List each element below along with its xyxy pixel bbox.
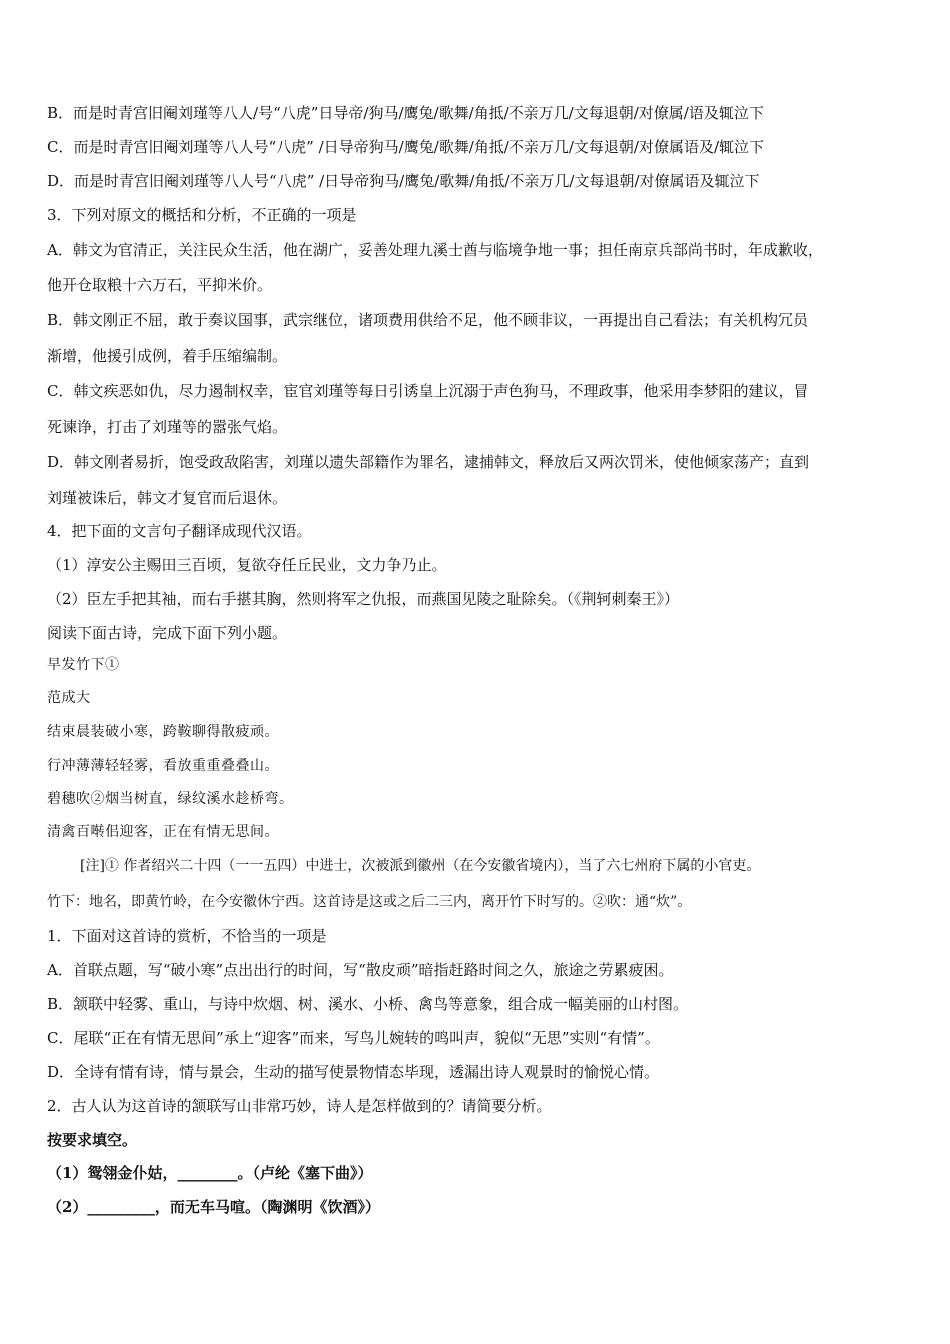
poem-instruction: 阅读下面古诗，完成下面下列小题。	[47, 624, 288, 642]
fill-item-2: （2）_________，而无车马喧。（陶渊明《饮酒》）	[47, 1198, 380, 1216]
question-3-stem: 3．下列对原文的概括和分析，不正确的一项是	[47, 206, 357, 224]
poem-note-2: 竹下：地名，即黄竹岭，在今安徽休宁西。这首诗是这或之后二三内，离开竹下时写的。②吹：通“炊”。	[47, 894, 692, 910]
poem-line-1: 结束晨装破小寒，跨鞍聊得散疲顽。	[47, 724, 279, 740]
poem-author: 范成大	[47, 690, 91, 706]
q3-option-b-line-2: 渐增，他援引成例，着手压缩编制。	[47, 347, 288, 365]
poem-question-2: 2．古人认为这首诗的颔联写山非常巧妙，诗人是怎样做到的？请简要分析。	[47, 1097, 552, 1115]
poem-line-4: 清禽百啭佀迎客，正在有情无思间。	[47, 824, 279, 840]
poem-q1-option-d: D．全诗有情有诗，情与景会，生动的描写使景物情态毕现，透漏出诗人观景时的愉悦心情。	[47, 1063, 660, 1081]
poem-note-1: [注]① 作者绍兴二十四（一一五四）中进士，次被派到徽州（在今安徽省境内），当了六七州府下属的小官吏。	[80, 858, 761, 874]
option-b-line: B．而是时青宫旧阉刘瑾等八人/号“八虎”日导帝/狗马/鹰兔/歌舞/角抵/不亲万几/文每退朝/对僚属/语及辄泣下	[47, 104, 764, 122]
poem-q1-option-a: A．首联点题，写“破小寒”点出出行的时间，写“散皮顽”暗指赶路时间之久，旅途之劳累疲困。	[47, 961, 674, 979]
poem-line-2: 行冲薄薄轻轻雾，看放重重叠叠山。	[47, 758, 279, 774]
poem-title: 早发竹下①	[47, 657, 120, 673]
q3-option-c-line-2: 死谏诤，打击了刘瑾等的嚣张气焰。	[47, 418, 288, 436]
q3-option-d-line-1: D．韩文刚者易折，饱受政敌陷害，刘瑾以遗失部籍作为罪名，逮捕韩文，释放后又两次罚米，使他倾家荡产；直到	[47, 453, 810, 471]
q3-option-b-line-1: B．韩文刚正不屈，敢于奏议国事，武宗继位，诸项费用供给不足，他不顾非议，一再提出自己看法；有关机构冗员	[47, 311, 809, 329]
poem-q1-option-b: B．颔联中轻雾、重山，与诗中炊烟、树、溪水、小桥、禽鸟等意象，组合成一幅美丽的山村图。	[47, 995, 689, 1013]
q3-option-d-line-2: 刘瑾被诛后，韩文才复官而后退休。	[47, 489, 288, 507]
q3-option-c-line-1: C．韩文疾恶如仇，尽力遏制权幸，宦官刘瑾等每日引诱皇上沉溺于声色狗马，不理政事，他采用李梦阳的建议，冒	[47, 382, 809, 400]
poem-line-3: 碧穗吹②烟当树直，绿纹溪水趁桥弯。	[47, 791, 294, 807]
option-d-line: D．而是时青宫旧阉刘瑾等八人号“八虎” /日导帝狗马/鹰兔/歌舞/角抵/不亲万几/文每退朝/对僚属语及辄泣下	[47, 172, 760, 190]
poem-q1-option-c: C．尾联“正在有情无思间”承上“迎客”而来，写鸟儿婉转的鸣叫声，貌似“无思”实则“有情”。	[47, 1029, 660, 1047]
question-4-stem: 4．把下面的文言句子翻译成现代汉语。	[47, 522, 312, 540]
q3-option-a-line-2: 他开仓取粮十六万石，平抑米价。	[47, 276, 273, 294]
q4-item-1: （1）淳安公主赐田三百顷，复欲夺任丘民业，文力争乃止。	[47, 556, 447, 574]
option-c-line: C．而是时青宫旧阉刘瑾等八人号“八虎” /日导帝狗马/鹰兔/歌舞/角抵/不亲万几/文每退朝/对僚属语及/辄泣下	[47, 138, 765, 156]
poem-question-1-stem: 1．下面对这首诗的赏析，不恰当的一项是	[47, 927, 327, 945]
q4-item-2: （2）臣左手把其袖，而右手揕其胸，然则将军之仇报，而燕国见陵之耻除矣。（《荆轲刺秦王》）	[47, 590, 680, 608]
fill-heading: 按要求填空。	[47, 1131, 138, 1149]
fill-item-1: （1）鸳翎金仆姑，________。（卢纶《塞下曲》）	[47, 1164, 373, 1182]
q3-option-a-line-1: A．韩文为官清正，关注民众生活，他在湖广，妥善处理九溪士酋与临境争地一事；担任南京兵部尚书时，年成歉收，	[47, 241, 823, 259]
